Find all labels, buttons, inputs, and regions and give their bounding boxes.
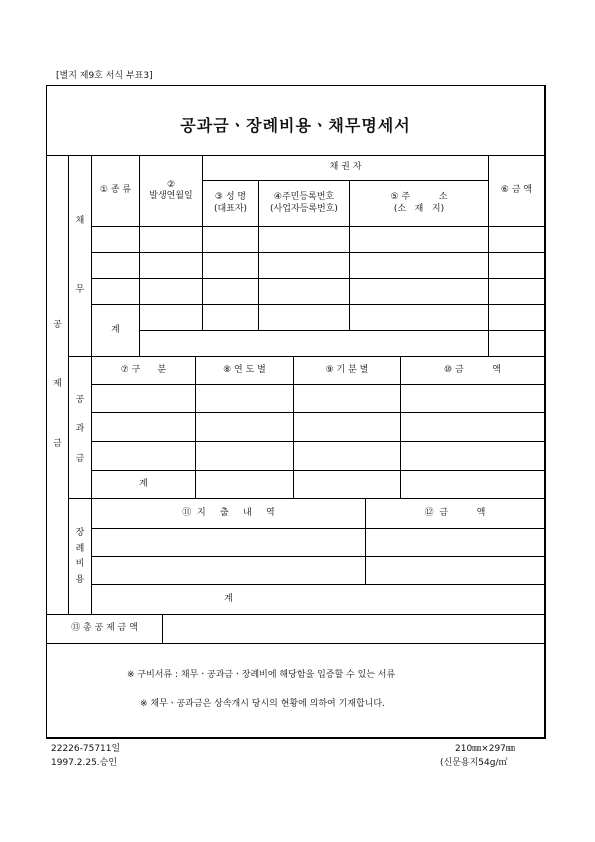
header-amount: ⑥ 금 액 (500, 185, 533, 196)
header-tax-amount: ⑩ 금 액 (444, 364, 501, 375)
grand-total-value-field[interactable] (163, 615, 544, 643)
side-label-chaemu: 채 무 (75, 216, 85, 295)
header-address: ⑤ 주 소 (소 재 지) (390, 192, 448, 214)
footer-form-number: 22226-75711일 (51, 744, 121, 754)
debt-total-label: 계 (111, 324, 120, 335)
header-category: ⑦ 구 분 (120, 364, 167, 375)
funeral-total-label: 계 (224, 593, 233, 604)
grand-total-label: ⑬ 총 공 제 금 액 (71, 623, 138, 634)
footer-paper-size: 210㎜×297㎜ (455, 744, 515, 754)
header-funeral-amount: ⑫ 금 액 (424, 507, 486, 518)
side-label-gonggwa-geum: 공 과 금 (75, 395, 85, 464)
header-occurrence-date: ② 발생연월일 (149, 179, 193, 201)
tax-total-label: 계 (139, 478, 148, 489)
side-label-gongje-geum: 공 제 금 (53, 320, 62, 449)
note-filing-basis: ※ 채무ㆍ공과금은 상속개시 당시의 현황에 의하여 기재합니다. (140, 699, 385, 709)
header-expense-details: ⑪ 지 출 내 역 (182, 507, 275, 518)
note-required-documents: ※ 구비서류 : 채무ㆍ공과금ㆍ장례비에 해당함을 입증할 수 있는 서류 (127, 670, 396, 680)
header-resident-number: ④주민등록번호 (사업자등록번호) (270, 192, 338, 214)
header-kind: ① 종 류 (99, 185, 132, 196)
header-name: ③ 성 명 (대표자) (213, 192, 248, 214)
header-by-period: ⑨ 기 분 별 (325, 364, 369, 375)
footer-approval-date: 1997.2.25.승인 (51, 758, 118, 768)
footer-paper-type: (신문용지54g/㎡ (440, 758, 508, 768)
header-creditor: 채 권 자 (329, 162, 362, 173)
side-label-jangrye-biyong: 장 례 비 용 (75, 528, 85, 585)
header-by-year: ⑧ 연 도 별 (223, 364, 266, 375)
page-title: 공과금ㆍ장례비용ㆍ채무명세서 (180, 115, 411, 135)
form-id: [별지 제9호 서식 부표3] (56, 71, 153, 81)
